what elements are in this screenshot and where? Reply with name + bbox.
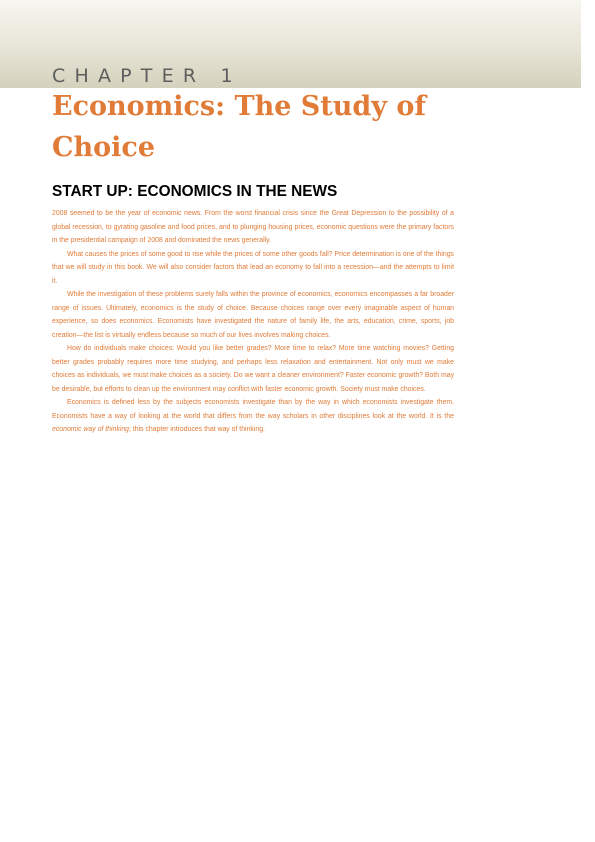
body-text — [52, 207, 454, 437]
section-heading: START UP: ECONOMICS IN THE NEWS — [52, 183, 338, 200]
paragraph-2: What causes the prices of some good to rise while the prices of some other goods fall? Price determination is one of the things that we will study in this book. We will also consider factors that lead an economy to fall into a recession—and the attempts to limit it. — [52, 250, 454, 285]
paragraph-1: 2008 seemed to be the year of economic news. From the worst financial crisis since the Great Depression to the possibility of a global recession, to gyrating gasoline and food prices, and to plunging housing prices, economic questions were the primary factors in the presidential campaign of 2008 and dominated the news generally. — [52, 210, 454, 244]
chapter-title: Economics: The Study of Choice — [52, 91, 426, 163]
paragraph-3: While the investigation of these problems surely falls within the province of economics, economics encompasses a far broader range of issues. Ultimately, economics is the study of choice. Because choices range over every imaginable aspect of human experience, so does economics. Economists have investigated the nature of family life, the arts, education, crime, sports, job creation—the list is virtually endless because so much of our lives involves making choices. — [52, 291, 454, 339]
chapter-label: CHAPTER 1 — [52, 65, 242, 87]
paragraph-4: How do individuals make choices: Would you like better grades? More time to relax? More time watching movies? Getting better grades probably requires more time studying, and perhaps less relaxation and entertainment. Not only must we make choices as individuals, we must make choices as a society. Do we want a cleaner environment? Faster economic growth? Both may be desirable, but efforts to clean up the environment may conflict with faster economic growth. Society must make choices. — [52, 345, 455, 393]
paragraph-5-text-start: Economics is defined less by the subjects economists investigate than by the way in which economists investigate them. Economists have a way of looking at the world that differs from the way scholars in other disciplines look at the world. It is the — [52, 399, 454, 420]
paragraph-5-emphasis: economic way of thinking — [52, 426, 129, 433]
paragraph-5-text-end: ; this chapter introduces that way of thinking. — [129, 426, 265, 433]
paragraph-5 — [52, 396, 454, 437]
